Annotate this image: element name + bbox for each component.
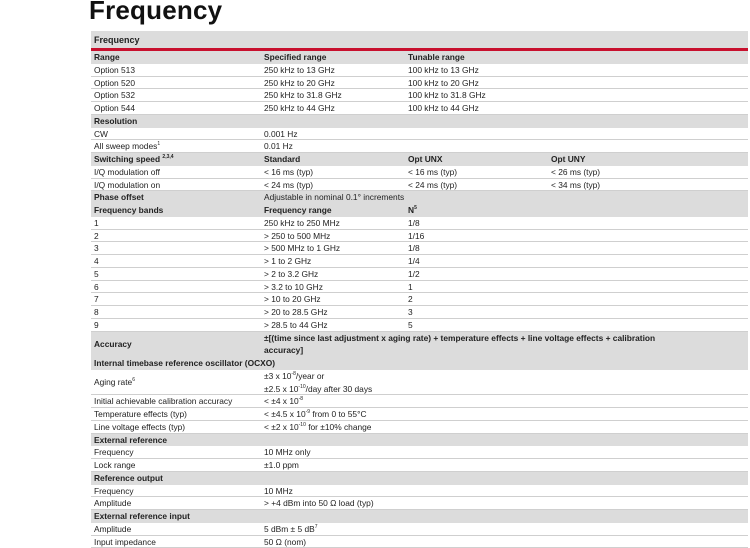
table-row	[91, 306, 748, 319]
table-row	[91, 332, 748, 358]
table-row	[91, 497, 748, 510]
cell	[264, 332, 655, 358]
cell: 2	[94, 230, 99, 243]
cell: 10 MHz	[264, 485, 293, 498]
cell: Option 513	[94, 64, 135, 77]
cell: > 2 to 3.2 GHz	[264, 268, 318, 281]
table-row	[91, 140, 748, 153]
cell	[264, 523, 317, 536]
cell: 3	[408, 306, 413, 319]
cell: < 24 ms (typ)	[264, 179, 313, 192]
tunable-range-header: Tunable range	[408, 51, 465, 64]
table-row	[91, 281, 748, 294]
value: < ±2 x 10	[264, 422, 299, 432]
specified-range-header: Specified range	[264, 51, 326, 64]
table-row	[91, 434, 748, 447]
cell: Amplitude	[94, 523, 131, 536]
frequency-bands-header: Frequency bands	[94, 204, 163, 217]
table-row	[91, 204, 748, 217]
spec-table	[91, 51, 748, 548]
cell: > 250 to 500 MHz	[264, 230, 330, 243]
cell: 250 kHz to 31.8 GHz	[264, 89, 342, 102]
cell: Option 520	[94, 77, 135, 90]
cell: 1/2	[408, 268, 420, 281]
cell: 0.01 Hz	[264, 140, 293, 153]
cell: Option 532	[94, 89, 135, 102]
cell: CW	[94, 128, 108, 141]
cell: Adjustable in nominal 0.1° increments	[264, 191, 404, 204]
external-reference-input-header: External reference input	[94, 510, 190, 523]
exponent: -8	[291, 371, 295, 377]
cell: 5	[94, 268, 99, 281]
cell: 7	[94, 293, 99, 306]
cell	[264, 370, 372, 396]
cell: 6	[94, 281, 99, 294]
table-row	[91, 523, 748, 536]
cell: 1/8	[408, 242, 420, 255]
footnote-ref: 7	[315, 524, 318, 530]
cell: 2	[408, 293, 413, 306]
cell: 3	[94, 242, 99, 255]
cell: 250 kHz to 20 GHz	[264, 77, 335, 90]
cell: Lock range	[94, 459, 135, 472]
cell: 0.001 Hz	[264, 128, 298, 141]
page-title: Frequency	[89, 0, 222, 26]
cell: 1	[408, 281, 413, 294]
cell: Frequency	[94, 485, 134, 498]
cell: 50 Ω (nom)	[264, 536, 306, 548]
label: All sweep modes	[94, 141, 157, 151]
cell: 250 kHz to 13 GHz	[264, 64, 335, 77]
cell: > 3.2 to 10 GHz	[264, 281, 323, 294]
cell	[94, 376, 135, 389]
cell: > 20 to 28.5 GHz	[264, 306, 328, 319]
cell: > 10 to 20 GHz	[264, 293, 321, 306]
cell: > +4 dBm into 50 Ω load (typ)	[264, 497, 374, 510]
table-row	[91, 485, 748, 498]
cell: Line voltage effects (typ)	[94, 421, 185, 434]
table-row	[91, 217, 748, 230]
table-row	[91, 446, 748, 459]
cell	[264, 395, 303, 408]
table-row	[91, 102, 748, 115]
table-row	[91, 421, 748, 434]
cell: 1/4	[408, 255, 420, 268]
value: 5 dBm ± 5 dB	[264, 524, 315, 534]
accuracy-line: ±[(time since last adjustment x aging rate) + temperature effects + line voltage effects + calibration	[264, 333, 655, 343]
cell: 4	[94, 255, 99, 268]
reference-output-header: Reference output	[94, 472, 163, 485]
value: /year or	[296, 371, 324, 381]
table-row	[91, 77, 748, 90]
cell: Amplitude	[94, 497, 131, 510]
cell: 250 kHz to 250 MHz	[264, 217, 340, 230]
cell: Frequency range	[264, 204, 332, 217]
table-row	[91, 115, 748, 128]
cell: < 16 ms (typ)	[408, 166, 457, 179]
table-row	[91, 408, 748, 421]
cell: 100 kHz to 13 GHz	[408, 64, 479, 77]
table-row	[91, 268, 748, 281]
cell	[264, 421, 371, 434]
cell: 1/16	[408, 230, 424, 243]
cell: < 24 ms (typ)	[408, 179, 457, 192]
cell: > 500 MHz to 1 GHz	[264, 242, 340, 255]
ocxo-header: Internal timebase reference oscillator (OCXO)	[94, 357, 275, 370]
cell: < 34 ms (typ)	[551, 179, 600, 192]
cell: ±1.0 ppm	[264, 459, 299, 472]
cell	[264, 408, 367, 421]
cell: 1/8	[408, 217, 420, 230]
value: < ±4 x 10	[264, 396, 299, 406]
table-row	[91, 51, 748, 64]
value: from 0 to 55°C	[310, 409, 366, 419]
cell: Input impedance	[94, 536, 156, 548]
footnote-ref: 1	[157, 141, 160, 147]
exponent: -10	[298, 384, 305, 390]
cell: 1	[94, 217, 99, 230]
value: /day after 30 days	[306, 384, 373, 394]
footnote-ref: 2,3,4	[162, 154, 173, 160]
value: ±2.5 x 10	[264, 384, 298, 394]
footnote-ref: 5	[414, 205, 417, 211]
cell: I/Q modulation off	[94, 166, 160, 179]
table-row	[91, 319, 748, 332]
cell: < 16 ms (typ)	[264, 166, 313, 179]
label: N	[408, 205, 414, 215]
cell: 100 kHz to 44 GHz	[408, 102, 479, 115]
cell: Option 544	[94, 102, 135, 115]
label: Aging rate	[94, 377, 132, 387]
cell: Initial achievable calibration accuracy	[94, 395, 232, 408]
value: ±3 x 10	[264, 371, 291, 381]
table-row	[91, 472, 748, 485]
value: for ±10% change	[306, 422, 372, 432]
cell: 9	[94, 319, 99, 332]
exponent: -10	[299, 422, 306, 428]
table-row	[91, 255, 748, 268]
table-row	[91, 242, 748, 255]
cell: Opt UNY	[551, 153, 585, 166]
cell: 8	[94, 306, 99, 319]
cell: Temperature effects (typ)	[94, 408, 187, 421]
exponent: -9	[306, 409, 310, 415]
cell: Standard	[264, 153, 300, 166]
external-reference-header: External reference	[94, 434, 167, 447]
value: < ±4.5 x 10	[264, 409, 306, 419]
accuracy-label: Accuracy	[94, 338, 132, 351]
section-header: Frequency	[91, 31, 748, 49]
table-row	[91, 357, 748, 370]
cell: 250 kHz to 44 GHz	[264, 102, 335, 115]
cell: 100 kHz to 20 GHz	[408, 77, 479, 90]
table-row	[91, 395, 748, 408]
table-row	[91, 370, 748, 396]
resolution-header: Resolution	[94, 115, 137, 128]
cell: 10 MHz only	[264, 446, 311, 459]
range-header: Range	[94, 51, 120, 64]
table-row	[91, 191, 748, 204]
table-row	[91, 166, 748, 179]
table-row	[91, 64, 748, 77]
footnote-ref: 6	[132, 377, 135, 383]
table-row	[91, 230, 748, 243]
table-row	[91, 510, 748, 523]
table-row	[91, 89, 748, 102]
exponent: -8	[299, 396, 303, 402]
cell: 5	[408, 319, 413, 332]
table-row	[91, 293, 748, 306]
accuracy-line: accuracy]	[264, 345, 303, 355]
table-row	[91, 128, 748, 141]
table-row	[91, 153, 748, 166]
switching-header	[94, 153, 174, 166]
cell: Opt UNX	[408, 153, 442, 166]
cell: Frequency	[94, 446, 134, 459]
table-row	[91, 179, 748, 192]
cell: 100 kHz to 31.8 GHz	[408, 89, 486, 102]
cell: > 28.5 to 44 GHz	[264, 319, 328, 332]
cell	[408, 204, 417, 217]
cell: I/Q modulation on	[94, 179, 160, 192]
cell	[94, 140, 160, 153]
cell: > 1 to 2 GHz	[264, 255, 311, 268]
table-row	[91, 459, 748, 472]
phase-offset-label: Phase offset	[94, 191, 144, 204]
cell: < 26 ms (typ)	[551, 166, 600, 179]
label: Switching speed	[94, 154, 160, 164]
table-row	[91, 536, 748, 548]
